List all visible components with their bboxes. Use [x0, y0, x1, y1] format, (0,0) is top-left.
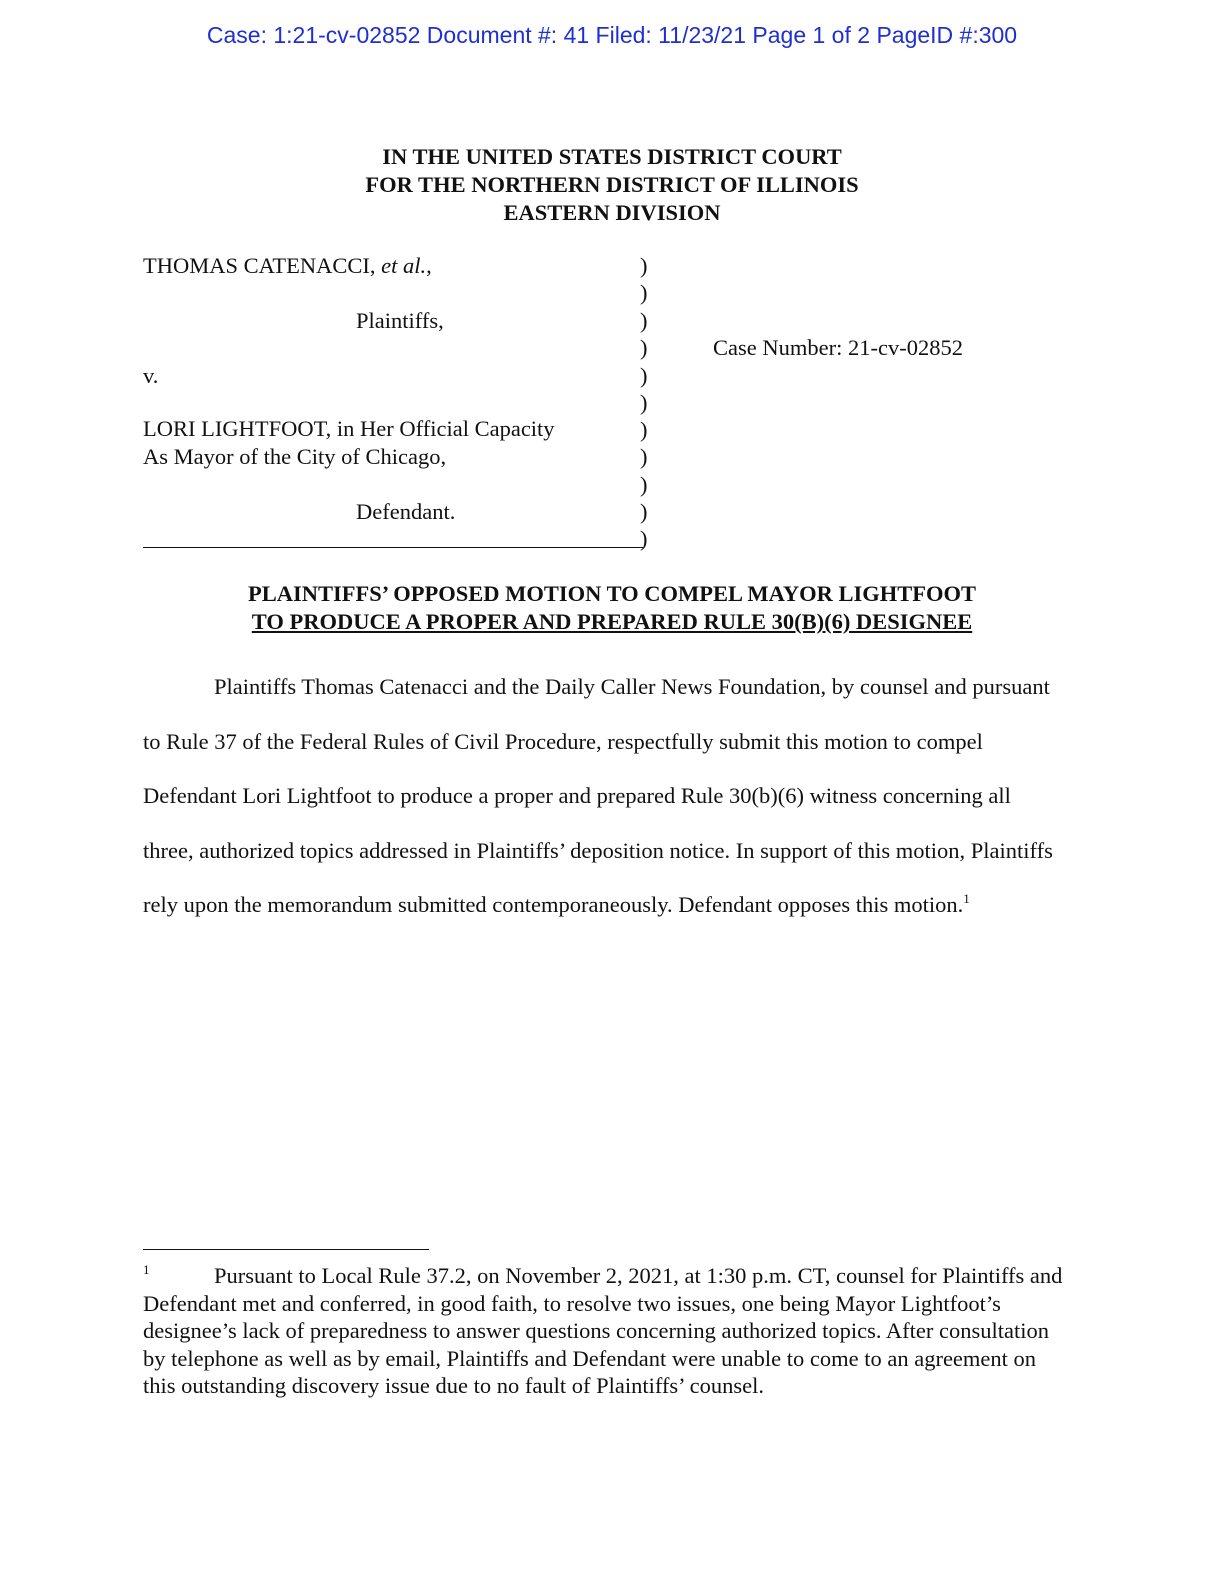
caption-paren: )	[640, 363, 648, 388]
defendant-role: Defendant.	[356, 499, 456, 524]
footnote-text: Pursuant to Local Rule 37.2, on November 2, 2021, at 1:30 p.m. CT, counsel for Plaintiffs and Defendant met and conferred, in good faith, to resolve two issues, one being Mayor Lightfoot’s designee’s lack of preparedness to answer questions concerning authorized topics. After consultation by telephone as well as by email, Plaintiffs and Defendant were unable to come to an agreement on this outstanding discovery issue due to no fault of Plaintiffs’ counsel.	[143, 1263, 1063, 1398]
case-number: Case Number: 21-cv-02852	[713, 335, 963, 360]
court-line-3: EASTERN DIVISION	[503, 200, 721, 225]
caption-paren: )	[640, 308, 648, 333]
plaintiff-role: Plaintiffs,	[356, 308, 444, 333]
court-line-2: FOR THE NORTHERN DISTRICT OF ILLINOIS	[365, 172, 859, 197]
et-al: et al.	[381, 253, 427, 278]
defendant-line-1: LORI LIGHTFOOT, in Her Official Capacity	[143, 416, 555, 441]
caption-rule	[143, 547, 643, 548]
caption-paren: )	[640, 417, 648, 442]
defendant-line-2: As Mayor of the City of Chicago,	[143, 444, 447, 469]
case-caption	[143, 253, 1043, 553]
motion-body-text: Plaintiffs Thomas Catenacci and the Daily Caller News Foundation, by counsel and pursuant to Rule 37 of the Federal Rules of Civil Procedure, respectfully submit this motion to compel Defendant Lori Lightfoot to produce a proper and prepared Rule 30(b)(6) witness concerning all three, authorized topics addressed in Plaintiffs’ deposition notice. In support of this motion, Plaintiffs rely upon the memorandum submitted contemporaneously. Defendant opposes this motion.	[143, 674, 1053, 917]
caption-paren: )	[640, 444, 648, 469]
footnote: 1 Pursuant to Local Rule 37.2, on November 2, 2021, at 1:30 p.m. CT, counsel for Plaintiffs and Defendant met and conferred, in good faith, to resolve two issues, one being Mayor Lightfoot’s designee’s lack of preparedness to answer questions concerning authorized topics. After consultation by telephone as well as by email, Plaintiffs and Defendant were unable to come to an agreement on this outstanding discovery issue due to no fault of Plaintiffs’ counsel.	[143, 1262, 1063, 1398]
caption-paren: )	[640, 499, 648, 524]
motion-title-line-1: PLAINTIFFS’ OPPOSED MOTION TO COMPEL MAYOR LIGHTFOOT	[248, 581, 976, 606]
court-line-1: IN THE UNITED STATES DISTRICT COURT	[382, 144, 842, 169]
footnote-reference: 1	[963, 891, 970, 906]
motion-title	[0, 580, 1224, 636]
caption-paren: )	[640, 335, 648, 360]
caption-paren: )	[640, 280, 648, 305]
motion-body	[143, 660, 1063, 933]
versus: v.	[143, 363, 159, 388]
motion-title-line-2: TO PRODUCE A PROPER AND PREPARED RULE 30(B)(6) DESIGNEE	[251, 609, 973, 634]
case-header-stamp: Case: 1:21-cv-02852 Document #: 41 Filed: 11/23/21 Page 1 of 2 PageID #:300	[206, 22, 1018, 48]
caption-paren: )	[640, 390, 648, 415]
caption-paren: )	[640, 526, 648, 551]
plaintiff-name: THOMAS CATENACCI, et al.,	[143, 253, 432, 278]
caption-paren: )	[640, 253, 648, 278]
footnote-divider	[143, 1249, 429, 1250]
court-heading	[0, 143, 1224, 227]
caption-paren: )	[640, 472, 648, 497]
